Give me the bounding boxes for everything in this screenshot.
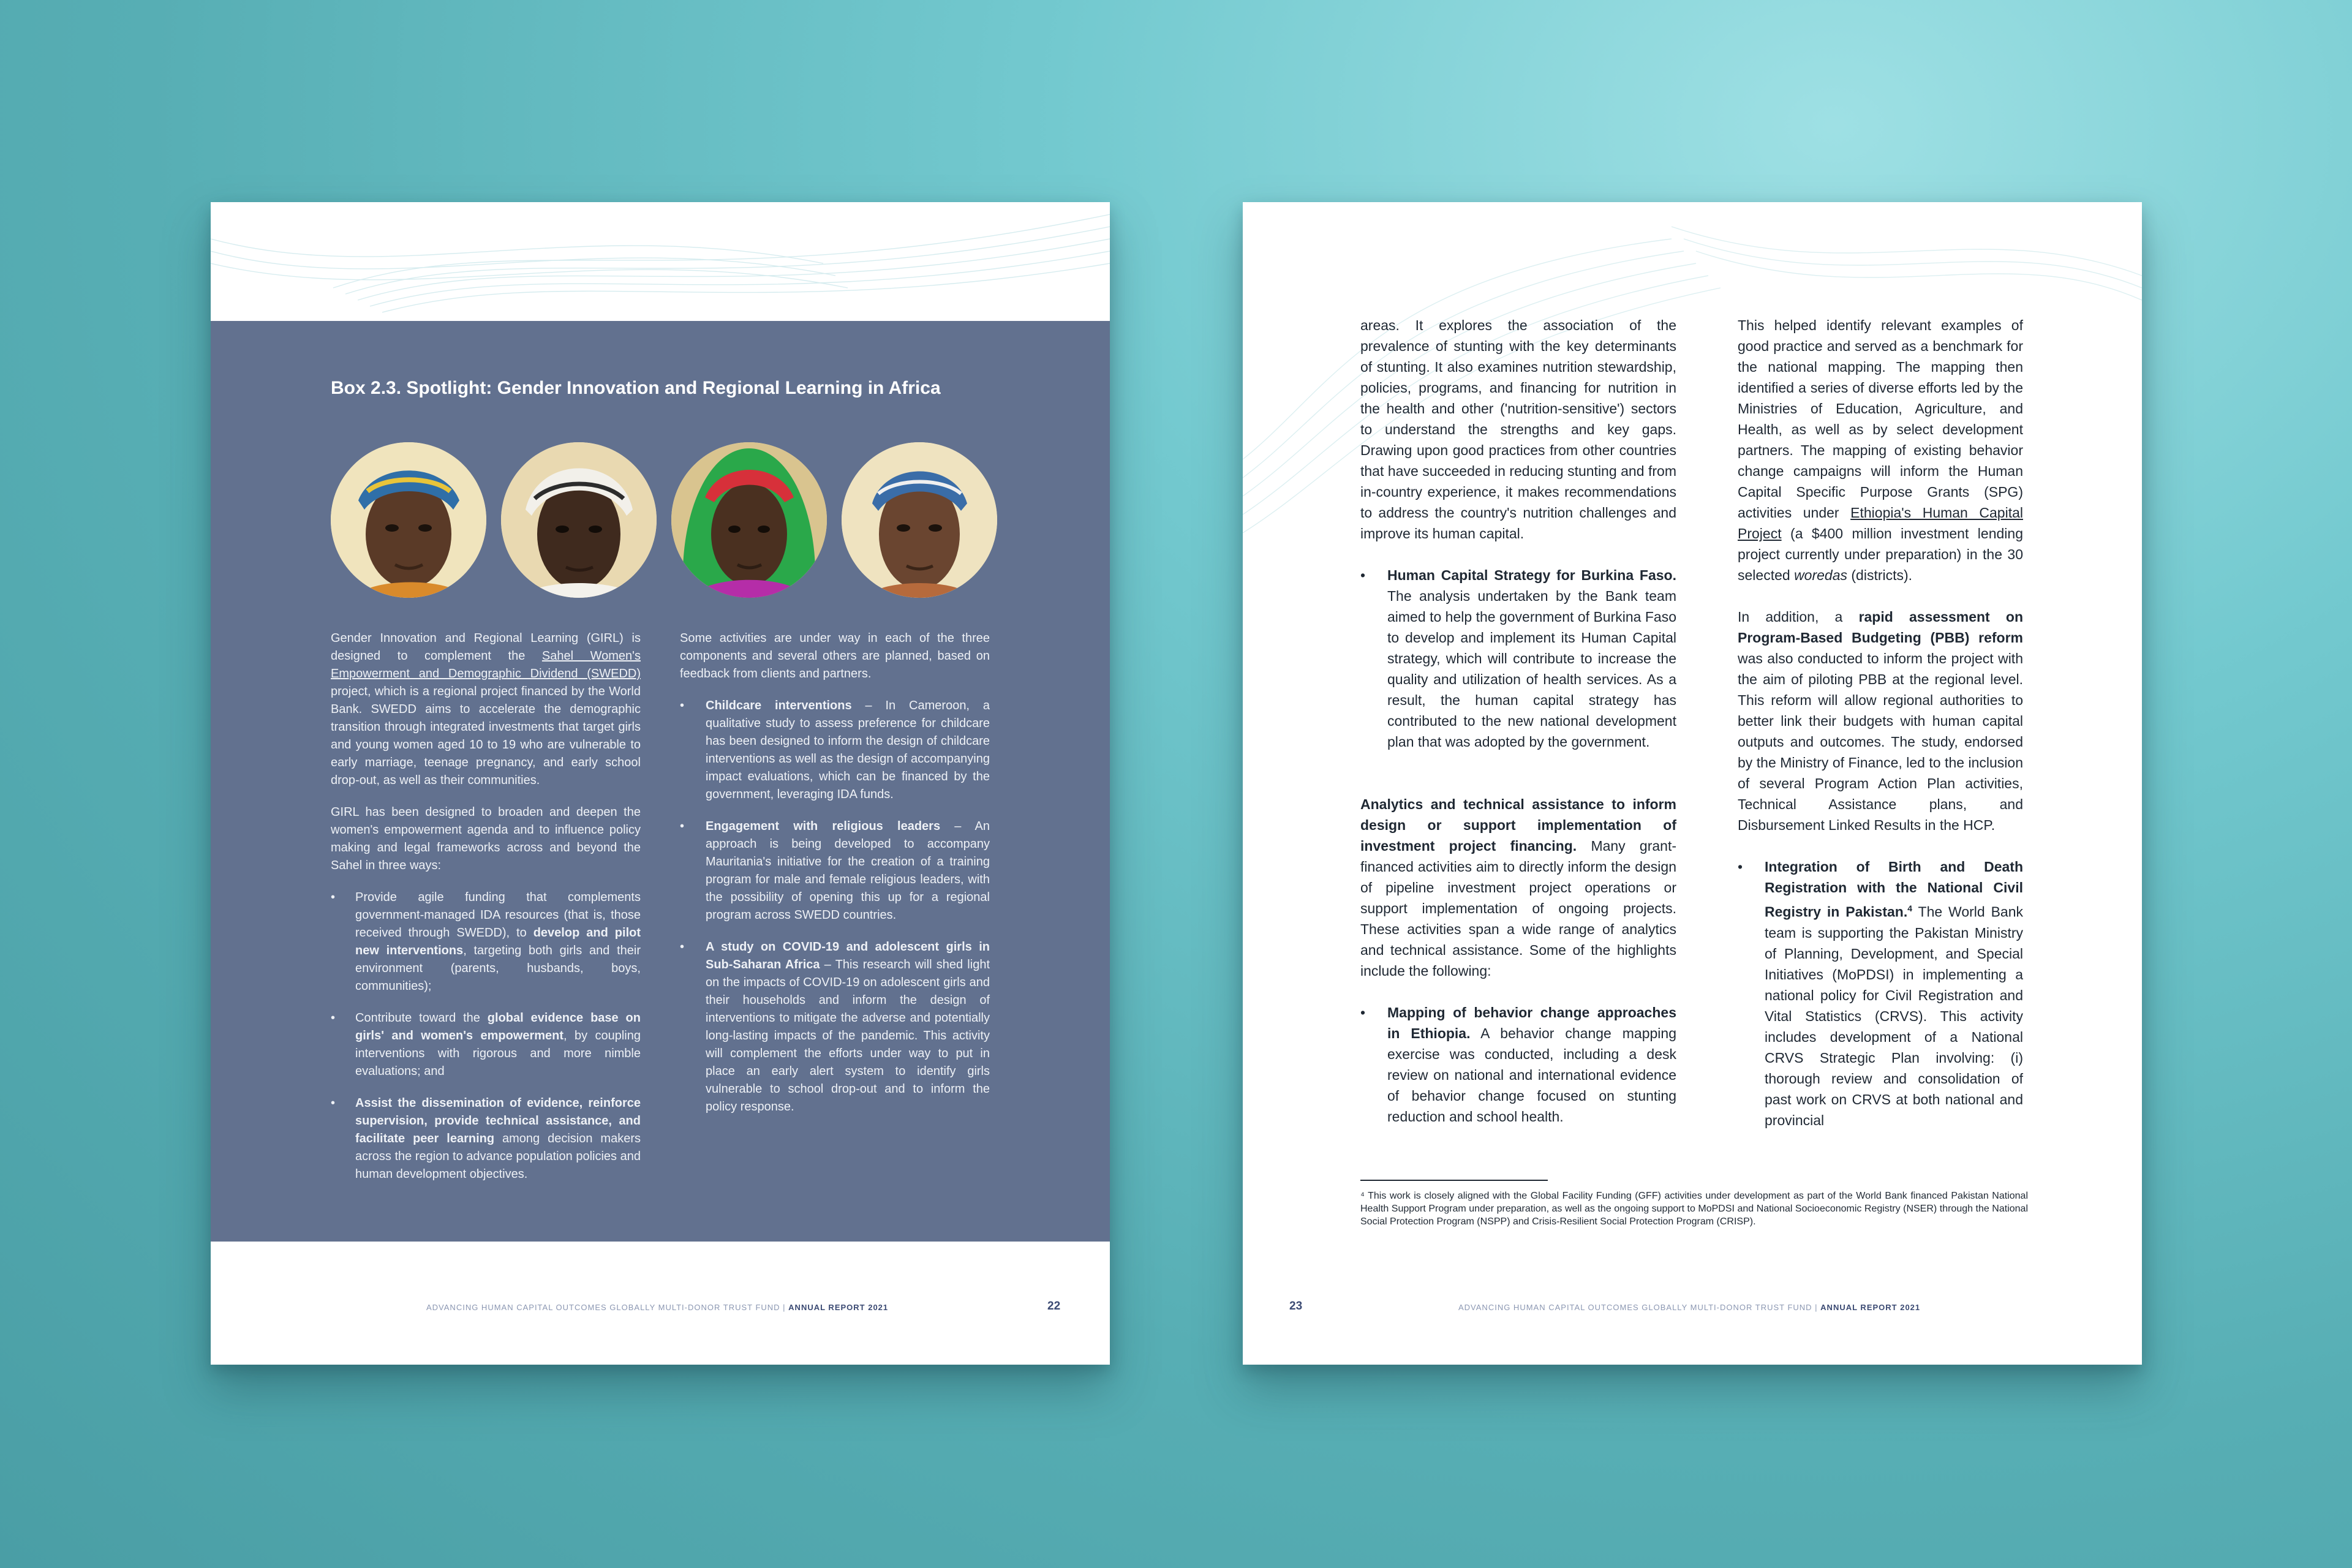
strategy-list (1360, 565, 1676, 752)
ethiopia-hcp-link[interactable]: Ethiopia's Human Capital Project (1738, 505, 2023, 541)
portrait-photo-4 (842, 442, 997, 598)
mapping-paragraph: This helped identify relevant examples of good practice and served as a benchmark for the national mapping. The mapping then identified a series of diverse efforts led by the Ministries of Education, Agriculture, and Health, as well as by select development partners. The mapping of existing behavior change campaigns will inform the Human Capital Specific Purpose Grants (SPG) activities under Ethiopia's Human Capital Project (a $400 million investment lending project currently under preparation) in the 30 selected woredas (districts). (1738, 317, 2023, 583)
list-item: • Assist the dissemination of evidence, reinforce supervision, provide technical assistance, and facilitate peer learning among decision makers across the region to advance population policies and human development objectives. (331, 1095, 641, 1183)
portrait-photo-1 (331, 442, 486, 598)
activities-list (680, 697, 990, 1116)
analytics-paragraph: Analytics and technical assistance to inform design or support implementation of investment project financing. Many grant-financed activities aim to directly inform the design of pipeline investment project operations or support implementation of ongoing projects. These activities span a wide range of analytics and technical assistance. Some of the highlights include the following: (1360, 796, 1677, 979)
girl-ways-list (331, 889, 641, 1183)
stunting-paragraph: areas. It explores the association of the prevalence of stunting with the key determinants of stunting. It also examines nutrition stewardship, policies, programs, and financing for nutrition in the health and other ('nutrition-sensitive') sectors to understand the strengths and key gaps. Drawing upon good practices from other countries that have succeeded in reducing stunting and from in-country experience, it makes recommendations to address the country's nutrition challenges and improve its human capital. (1360, 317, 1676, 541)
list-item: • Childcare interventions – In Cameroon, a qualitative study to assess preference for childcare has been designed to inform the design of childcare interventions as well as the design of accompanying impact evaluations, which can be financed by the government, leveraging IDA funds. (680, 697, 990, 804)
list-item: • Mapping of behavior change approaches in Ethiopia. A behavior change mapping exercise was conducted, including a desk review on national and international evidence of behavior change focused on stunting reduction and school health. (1360, 1002, 1676, 1127)
footnote-rule (1360, 1180, 1548, 1181)
list-item: • A study on COVID-19 and adolescent girls in Sub-Saharan Africa – This research will shed light on the impacts of COVID-19 on adolescent girls and their households and inform the design of interventions to mitigate the adverse and potentially long-lasting impacts of the pandemic. This activity will complement the efforts under way to put in place an early alert system to identify girls vulnerable to school drop-out and to inform the policy response. (680, 938, 990, 1116)
portrait-photo-2 (501, 442, 657, 598)
page-number: 23 (1289, 1300, 1303, 1313)
box-title: Box 2.3. Spotlight: Gender Innovation and Regional Learning in Africa (331, 378, 941, 398)
text-column-2 (1738, 315, 2023, 1152)
page-footer: ADVANCING HUMAN CAPITAL OUTCOMES GLOBALLY MULTI-DONOR TRUST FUND | ANNUAL REPORT 2021 (426, 1303, 889, 1312)
list-item: • Engagement with religious leaders – An approach is being developed to accompany Mauritania's initiative for the creation of a training program for male and female religious leaders, with the possibility of opening this up for a regional program across SWEDD countries. (680, 818, 990, 924)
highlights-list (1360, 1002, 1676, 1127)
activities-paragraph: Some activities are under way in each of the three components and several others are planned, based on feedback from clients and partners. (680, 631, 990, 680)
page-number: 22 (1047, 1300, 1061, 1313)
swedd-link[interactable]: Sahel Women's Empowerment and Demographic Dividend (SWEDD) (331, 649, 641, 680)
girl-intro-paragraph: Gender Innovation and Regional Learning (GIRL) is designed to complement the Sahel Women's Empowerment and Demographic Dividend (SWEDD) project, which is a regional project financed by the World Bank. SWEDD aims to accelerate the demographic transition through integrated investments that target girls and young women aged 10 to 19 who are vulnerable to early marriage, teenage pregnancy, and early school drop-out, as well as their communities. (331, 631, 641, 787)
right-page (1243, 202, 2142, 1365)
page-footer: ADVANCING HUMAN CAPITAL OUTCOMES GLOBALLY MULTI-DONOR TRUST FUND | ANNUAL REPORT 2021 (1458, 1303, 1921, 1312)
text-column-1 (1360, 315, 1676, 1148)
list-item: • Provide agile funding that complements government-managed IDA resources (that is, those received through SWEDD), to develop and pilot new interventions, targeting both girls and their environment (parents, husbands, boys, communities); (331, 889, 641, 995)
box-column-1 (331, 630, 641, 1197)
left-page (211, 202, 1110, 1365)
girl-purpose-paragraph: GIRL has been designed to broaden and deepen the women's empowerment agenda and to influence policy making and legal frameworks across and beyond the Sahel in three ways: (331, 805, 641, 872)
registry-list (1738, 856, 2023, 1131)
portrait-row (331, 442, 1005, 601)
list-item: • Human Capital Strategy for Burkina Faso. The analysis undertaken by the Bank team aimed to help the government of Burkina Faso to develop and implement its Human Capital strategy, which will contribute to increase the quality and utilization of health services. As a result, the human capital strategy has contributed to the new national development plan that was adopted by the government. (1360, 565, 1676, 752)
pbb-paragraph: In addition, a rapid assessment on Program-Based Budgeting (PBB) reform was also conducted to inform the project with the aim of piloting PBB at the regional level. This reform will allow regional authorities to better link their budgets with human capital outputs and outcomes. The study, endorsed by the Ministry of Finance, led to the inclusion of several Program Action Plan activities, Technical Assistance plans, and Disbursement Linked Results in the HCP. (1738, 609, 2024, 833)
list-item: • Contribute toward the global evidence base on girls' and women's empowerment, by coupling interventions with rigorous and more nimble evaluations; and (331, 1009, 641, 1080)
box-column-2 (680, 630, 990, 1130)
list-item: • Integration of Birth and Death Registration with the National Civil Registry in Pakistan.$^4$ The World Bank team is supporting the Pakistan Ministry of Planning, Development, and Special Initiatives (MoPDSI) in implementing a national policy for Civil Registration and Vital Statistics (CRVS). This activity includes development of a National CRVS Strategic Plan involving: (i) thorough review and consolidation of past work on CRVS at both national and provincial (1738, 856, 2023, 1131)
spotlight-box (211, 321, 1110, 1242)
footnote: ⁴ This work is closely aligned with the Global Facility Funding (GFF) activities under development as part of the World Bank financed Pakistan National Health Support Program under preparation, as well as the ongoing support to MoPDSI and National Socioeconomic Registry (NSER) through the National Social Protection Program (NSPP) and Crisis-Resilient Social Protection Program (CRISP). (1360, 1191, 2028, 1227)
portrait-photo-3 (671, 442, 827, 598)
